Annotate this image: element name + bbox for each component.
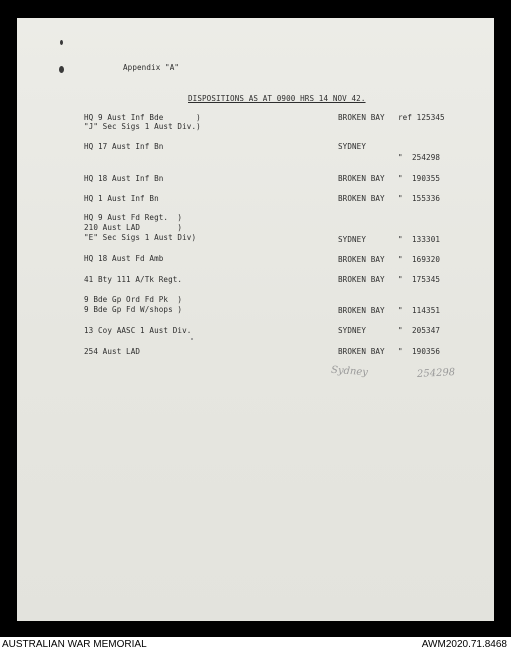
map-reference: ref 125345 bbox=[398, 113, 445, 122]
unit-name: HQ 9 Aust Inf Bde ) bbox=[84, 113, 201, 122]
punch-hole-mark bbox=[60, 40, 63, 45]
handwritten-location: Sydney bbox=[330, 364, 369, 379]
map-reference: " 155336 bbox=[398, 194, 441, 203]
map-reference: " 254298 bbox=[398, 153, 441, 162]
unit-location: SYDNEY bbox=[338, 326, 367, 335]
unit-location: BROKEN BAY bbox=[338, 113, 385, 122]
unit-name: "E" Sec Sigs 1 Aust Div) bbox=[84, 233, 197, 242]
unit-name: 41 Bty 111 A/Tk Regt. bbox=[84, 275, 183, 284]
unit-name: HQ 18 Aust Inf Bn bbox=[84, 174, 164, 183]
unit-name: HQ 17 Aust Inf Bn bbox=[84, 142, 164, 151]
unit-location: BROKEN BAY bbox=[338, 194, 385, 203]
pencil-dot bbox=[191, 338, 193, 340]
document-heading: DISPOSITIONS AS AT 0900 HRS 14 NOV 42. bbox=[188, 94, 366, 103]
unit-name: 210 Aust LAD ) bbox=[84, 223, 183, 232]
map-reference: " 133301 bbox=[398, 235, 441, 244]
handwritten-reference: 254298 bbox=[416, 367, 456, 380]
document-page bbox=[17, 18, 494, 621]
archive-credit: AUSTRALIAN WAR MEMORIAL bbox=[2, 639, 147, 650]
unit-location: BROKEN BAY bbox=[338, 306, 385, 315]
unit-name: 9 Bde Gp Fd W/shops ) bbox=[84, 305, 183, 314]
archive-accession-number: AWM2020.71.8468 bbox=[421, 639, 507, 650]
map-reference: " 175345 bbox=[398, 275, 441, 284]
map-reference: " 169320 bbox=[398, 255, 441, 264]
unit-location: BROKEN BAY bbox=[338, 275, 385, 284]
unit-location: BROKEN BAY bbox=[338, 174, 385, 183]
map-reference: " 190355 bbox=[398, 174, 441, 183]
unit-name: 13 Coy AASC 1 Aust Div. bbox=[84, 326, 192, 335]
unit-location: BROKEN BAY bbox=[338, 347, 385, 356]
unit-name: 254 Aust LAD bbox=[84, 347, 141, 356]
unit-name: "J" Sec Sigs 1 Aust Div.) bbox=[84, 122, 201, 131]
appendix-label: Appendix "A" bbox=[123, 63, 180, 72]
unit-name: HQ 9 Aust Fd Regt. ) bbox=[84, 213, 183, 222]
map-reference: " 114351 bbox=[398, 306, 441, 315]
unit-location: SYDNEY bbox=[338, 235, 367, 244]
unit-name: HQ 1 Aust Inf Bn bbox=[84, 194, 159, 203]
map-reference: " 190356 bbox=[398, 347, 441, 356]
unit-location: SYDNEY bbox=[338, 142, 367, 151]
map-reference: " 205347 bbox=[398, 326, 441, 335]
unit-name: HQ 18 Aust Fd Amb bbox=[84, 254, 164, 263]
punch-hole-mark bbox=[59, 66, 64, 73]
unit-name: 9 Bde Gp Ord Fd Pk ) bbox=[84, 295, 183, 304]
unit-location: BROKEN BAY bbox=[338, 255, 385, 264]
